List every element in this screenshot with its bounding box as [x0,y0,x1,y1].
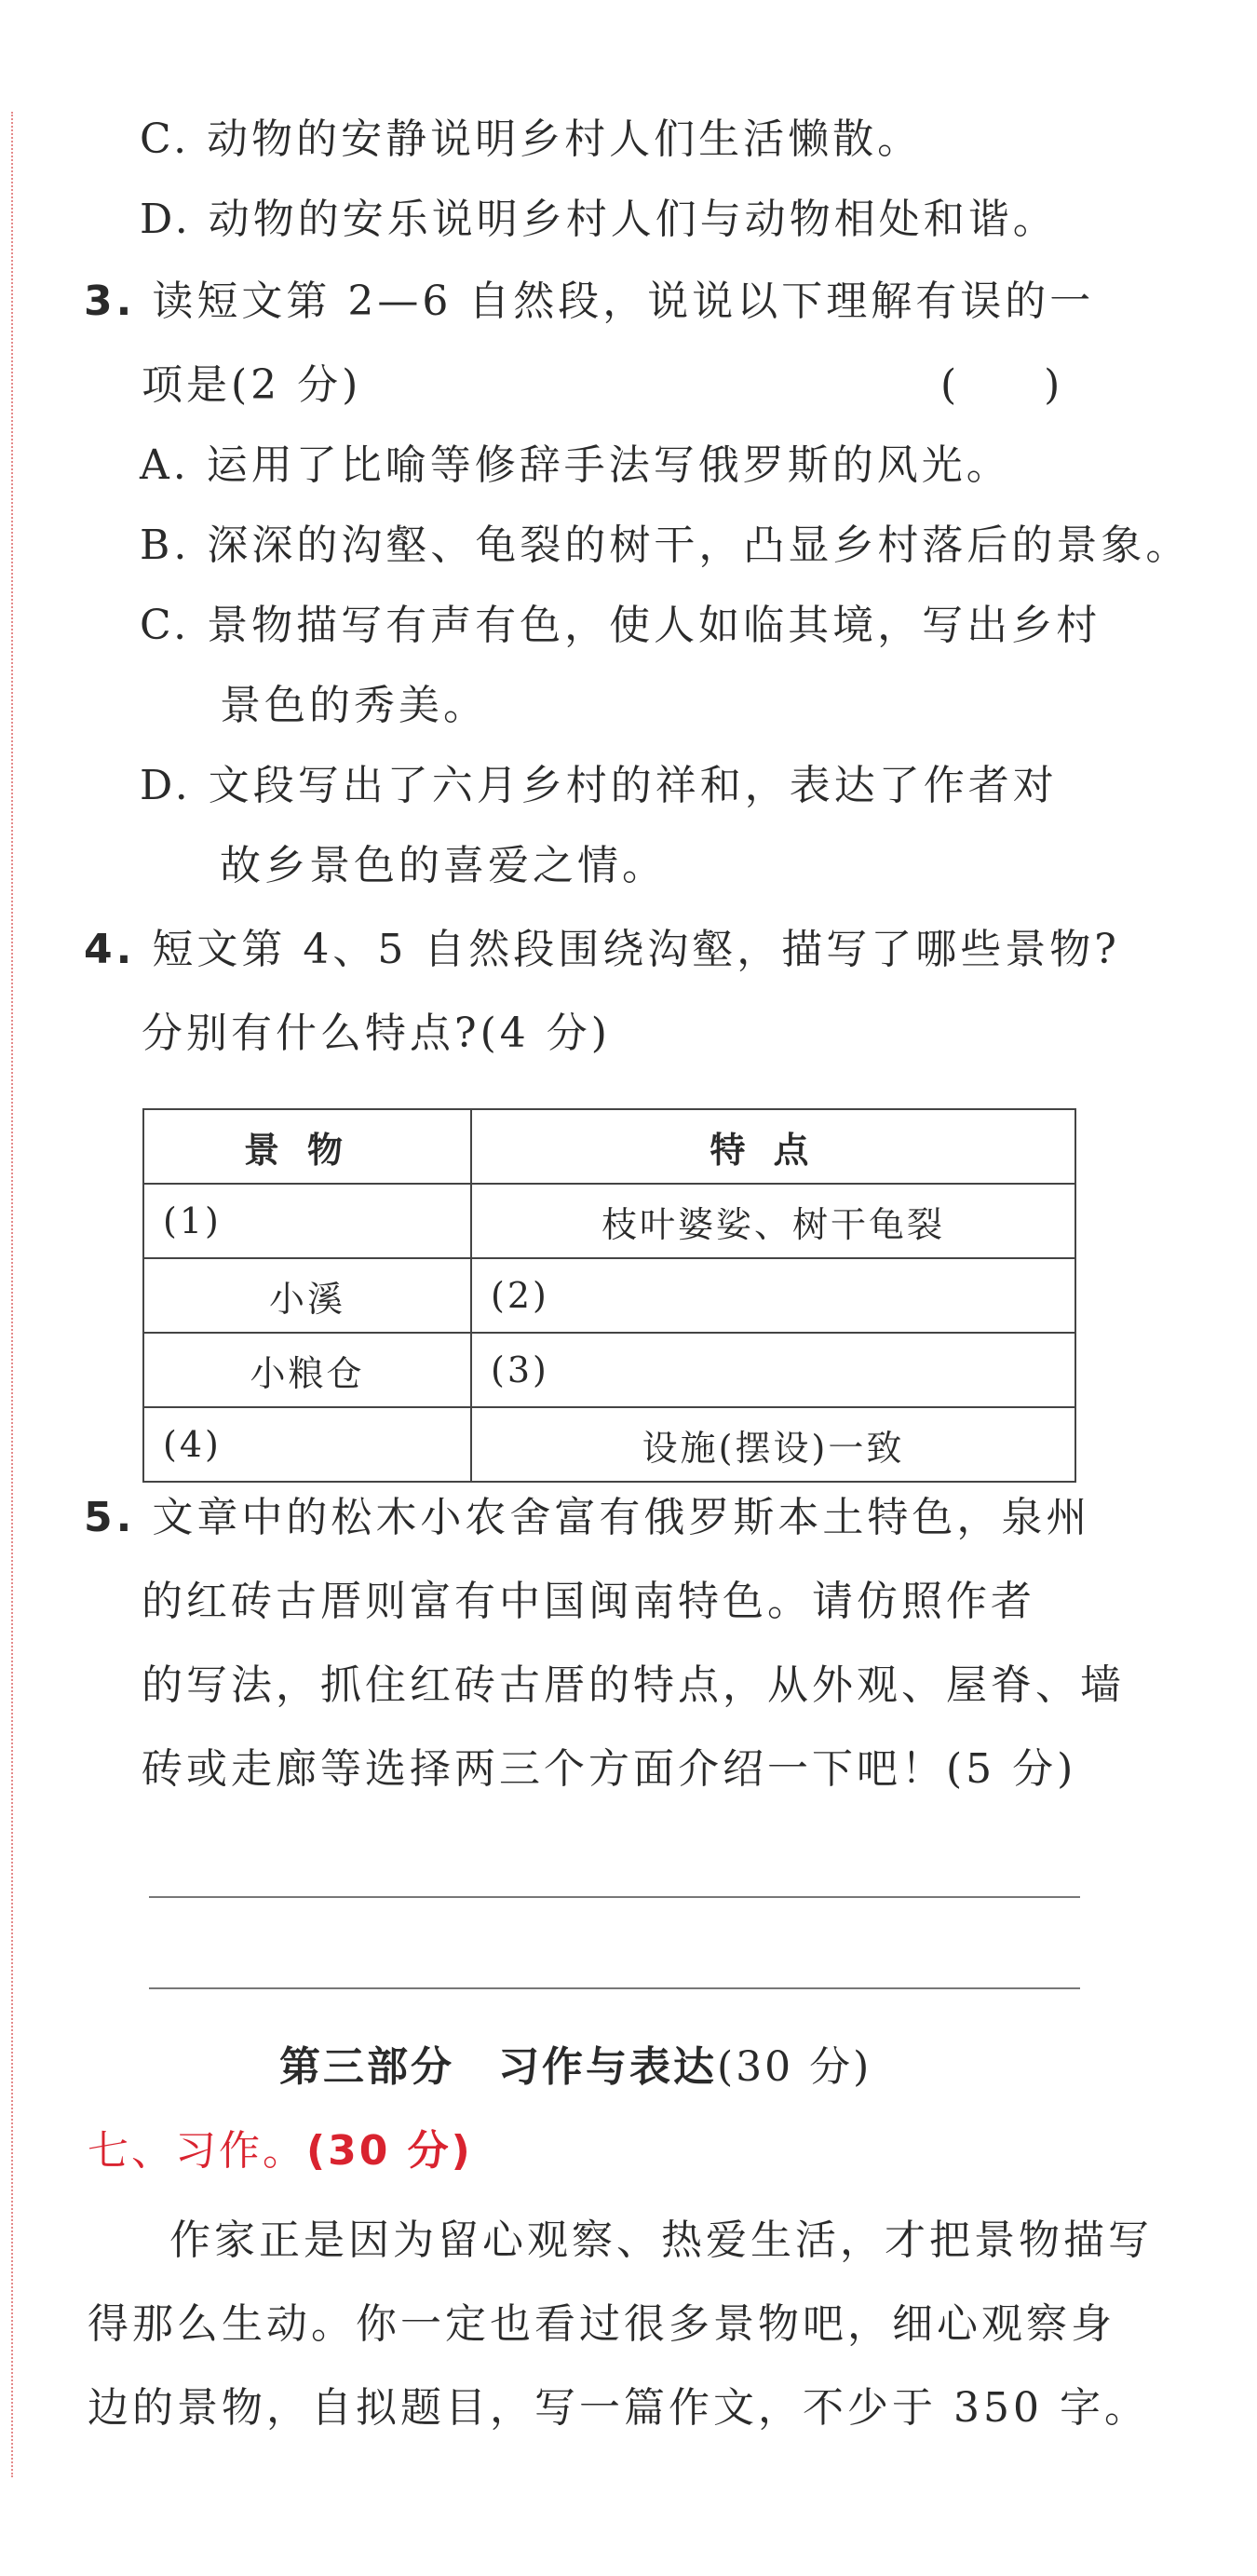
q4-stem-line2: 分别有什么特点?(4 分) [142,1010,611,1057]
q3-option-d: D. 文段写出了六月乡村的祥和，表达了作者对 [140,762,1058,809]
table-cell: (2) [471,1258,1075,1333]
table-cell: 小溪 [143,1258,471,1333]
q3-option-d-cont: 故乡景色的喜爱之情。 [220,842,667,889]
table-cell: (1) [143,1184,471,1258]
q3-option-c: C. 景物描写有声有色，使人如临其境，写出乡村 [140,602,1102,649]
q2-option-c: C. 动物的安静说明乡村人们生活懒散。 [140,115,923,163]
q4-table [142,1108,1076,1483]
section7-line3: 边的景物，自拟题目，写一篇作文，不少于 350 字。 [88,2384,1149,2432]
section7-line2: 得那么生动。你一定也看过很多景物吧，细心观察身 [88,2300,1115,2348]
table-row [143,1333,1075,1407]
q3-option-c-cont: 景色的秀美。 [220,682,488,729]
table-row [143,1407,1075,1482]
q4-number: 4. [84,926,136,973]
table-row [143,1184,1075,1258]
table-cell: (3) [471,1333,1075,1407]
q3-stem-line2: 项是(2 分) [142,361,362,409]
q5-stem-line1: 5. 文章中的松木小农舍富有俄罗斯本土特色，泉州 [84,1494,1091,1541]
table-cell: (4) [143,1407,471,1482]
table-cell: 枝叶婆娑、树干龟裂 [471,1184,1075,1258]
part3-title: 第三部分 习作与表达(30 分) [279,2043,872,2091]
answer-line-1[interactable] [149,1896,1080,1898]
section7-heading: 七、习作。(30 分) [88,2127,473,2175]
table-cell: 设施(摆设)一致 [471,1407,1075,1482]
table-header-row [143,1109,1075,1184]
q4-stem-line1: 4. 短文第 4、5 自然段围绕沟壑，描写了哪些景物? [84,926,1120,973]
margin-line [11,112,13,2477]
answer-line-2[interactable] [149,1987,1080,1989]
q3-option-b: B. 深深的沟壑、龟裂的树干，凸显乡村落后的景象。 [140,522,1191,569]
q3-option-a: A. 运用了比喻等修辞手法写俄罗斯的风光。 [140,441,1011,489]
table-header-feature: 特点 [471,1109,1075,1184]
table-cell: 小粮仓 [143,1333,471,1407]
q3-number: 3. [84,278,136,325]
q2-option-d: D. 动物的安乐说明乡村人们与动物相处和谐。 [140,196,1058,243]
q5-stem-line2: 的红砖古厝则富有中国闽南特色。请仿照作者 [142,1578,1035,1625]
section7-line1: 作家正是因为留心观察、热爱生活，才把景物描写 [169,2217,1153,2264]
q3-answer-paren: ( ) [940,361,1098,409]
q3-stem-line1: 3. 读短文第 2—6 自然段，说说以下理解有误的一 [84,278,1095,325]
q5-stem-line4: 砖或走廊等选择两三个方面介绍一下吧！(5 分) [142,1745,1077,1793]
table-header-scenery: 景物 [143,1109,471,1184]
table-row [143,1258,1075,1333]
q5-stem-line3: 的写法，抓住红砖古厝的特点，从外观、屋脊、墙 [142,1661,1125,1709]
q5-number: 5. [84,1494,136,1541]
